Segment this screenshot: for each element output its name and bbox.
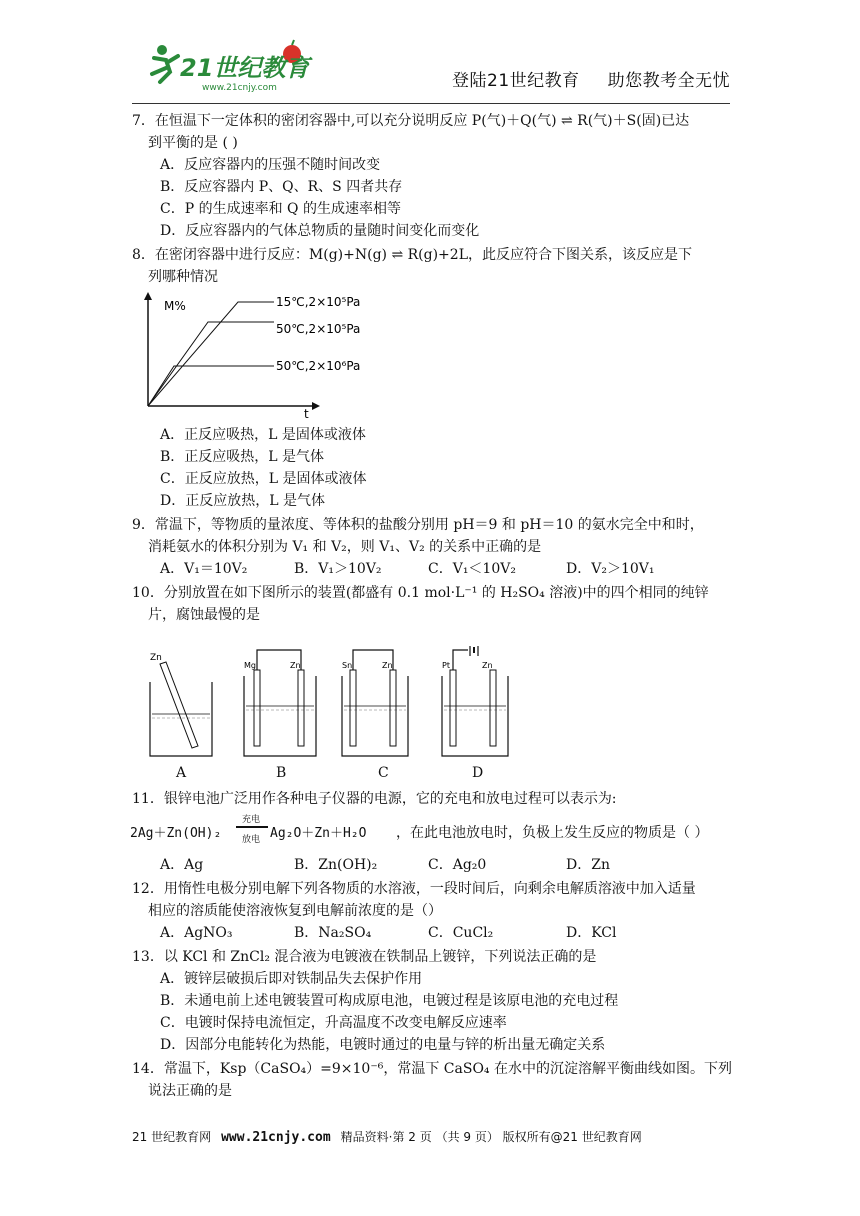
page-footer	[132, 1128, 642, 1145]
q14-line1: 14．常温下，Ksp（CaSO₄）=9×10⁻⁶，常温下 CaSO₄ 在水中的沉淀溶解平衡曲线如图。下列	[132, 1061, 732, 1077]
q7-option-c: C．P 的生成速率和 Q 的生成速率相等	[160, 201, 401, 217]
curve-50c-high	[148, 366, 274, 406]
beaker-c	[342, 650, 408, 756]
q12-line2: 相应的溶质能使溶液恢复到电解前浓度的是（）	[148, 903, 442, 919]
equation-right: Ag₂O＋Zn＋H₂O	[270, 826, 367, 841]
svg-text:Zn: Zn	[150, 653, 162, 663]
beaker-b	[244, 650, 316, 756]
q13-option-c: C．电镀时保持电流恒定，升高温度不改变电解反应速率	[160, 1015, 507, 1031]
q10-label-d: D	[472, 765, 484, 781]
running-figure-icon	[152, 45, 178, 82]
q9-line2: 消耗氨水的体积分别为 V₁ 和 V₂，则 V₁、V₂ 的关系中正确的是	[148, 539, 542, 555]
q10-line1: 10．分别放置在如下图所示的装置(都盛有 0.1 mol·L⁻¹ 的 H₂SO₄ 溶液)中的四个相同的纯锌	[132, 585, 709, 601]
footer-page-info: 精品资料·第 2 页 （共 9 页） 版权所有@21 世纪教育网	[340, 1130, 642, 1144]
q10-line2: 片，腐蚀最慢的是	[148, 607, 260, 623]
q13-option-d: D．因部分电能转化为热能，电镀时通过的电量与锌的析出量无确定关系	[160, 1037, 606, 1053]
battery-icon	[470, 646, 478, 656]
curve-15c	[148, 302, 274, 406]
header-slogan	[452, 66, 758, 91]
curve-label-50c-high: 50℃,2×10⁶Pa	[276, 359, 361, 373]
svg-text:Mg: Mg	[244, 661, 256, 670]
q9-option-b: B．V₁＞10V₂	[294, 561, 382, 577]
q12-option-d: D．KCl	[566, 925, 617, 941]
svg-text:Zn: Zn	[482, 661, 493, 670]
svg-text:Zn: Zn	[382, 661, 393, 670]
curve-label-15c: 15℃,2×10⁵Pa	[276, 295, 361, 309]
page-header	[0, 0, 860, 112]
q11-line1: 11．银锌电池广泛用作各种电子仪器的电源，它的充电和放电过程可以表示为:	[132, 791, 617, 807]
q7-option-d: D．反应容器内的气体总物质的量随时间变化而变化	[160, 223, 480, 239]
q8-option-d: D．正反应放热，L 是气体	[160, 493, 325, 509]
x-axis-label: t	[304, 407, 309, 420]
q13-option-b: B．未通电前上述电镀装置可构成原电池，电镀过程是该原电池的充电过程	[160, 993, 619, 1009]
svg-text:Zn: Zn	[290, 661, 301, 670]
slogan-right: 助您教考全无忧	[607, 71, 731, 91]
q7-line1: 7．在恒温下一定体积的密闭容器中,可以充分说明反应 P(气)＋Q(气) ⇌ R(气)＋S(固)已达	[132, 113, 690, 129]
svg-text:Sn: Sn	[342, 661, 353, 670]
q8-option-b: B．正反应吸热，L 是气体	[160, 449, 325, 465]
q10-apparatus	[146, 646, 516, 786]
q7-line2: 到平衡的是 ( )	[148, 135, 238, 151]
q9-option-d: D．V₂＞10V₁	[566, 561, 655, 577]
q11-option-b: B．Zn(OH)₂	[294, 857, 378, 873]
q11-option-a: A．Ag	[160, 857, 204, 873]
q12-option-a: A．AgNO₃	[160, 925, 233, 941]
q8-graph	[142, 290, 382, 420]
q13-option-a: A．镀锌层破损后即对铁制品失去保护作用	[160, 971, 423, 987]
q8-option-c: C．正反应放热，L 是固体或液体	[160, 471, 367, 487]
equation-tail: ，在此电池放电时，负极上发生反应的物质是（ ）	[396, 825, 709, 841]
y-axis-arrow-icon	[144, 292, 152, 300]
curve-label-50c-low: 50℃,2×10⁵Pa	[276, 322, 361, 336]
q9-option-c: C．V₁＜10V₂	[428, 561, 516, 577]
q12-option-c: C．CuCl₂	[428, 925, 494, 941]
q11-option-d: D．Zn	[566, 857, 610, 873]
equation-left: 2Ag＋Zn(OH)₂	[130, 826, 222, 841]
q9-option-a: A．V₁＝10V₂	[160, 561, 248, 577]
logo-url: www.21cnjy.com	[202, 83, 277, 93]
header-divider	[132, 103, 730, 104]
q7-option-b: B．反应容器内 P、Q、R、S 四者共存	[160, 179, 403, 195]
arrow-bottom-label: 放电	[242, 835, 261, 845]
reversible-arrow-icon	[236, 826, 268, 828]
q8-line1: 8．在密闭容器中进行反应：M(g)+N(g) ⇌ R(g)+2L，此反应符合下图关系，该反应是下	[132, 247, 692, 263]
slogan-left: 登陆21世纪教育	[452, 71, 580, 91]
q9-line1: 9．常温下，等物质的量浓度、等体积的盐酸分别用 pH＝9 和 pH＝10 的氨水完全中和时，	[132, 517, 704, 533]
q10-label-a: A	[176, 765, 187, 781]
arrow-top-label: 充电	[242, 815, 261, 825]
footer-site: 21 世纪教育网	[132, 1130, 212, 1144]
footer-url[interactable]: www.21cnjy.com	[221, 1130, 331, 1145]
q8-option-a: A．正反应吸热，L 是固体或液体	[160, 427, 366, 443]
svg-text:Pt: Pt	[442, 661, 450, 670]
curve-50c-low	[148, 322, 274, 406]
q14-line2: 说法正确的是	[148, 1083, 232, 1099]
q13-line1: 13．以 KCl 和 ZnCl₂ 混合液为电镀液在铁制品上镀锌，下列说法正确的是	[132, 949, 597, 965]
q11-option-c: C．Ag₂0	[428, 857, 487, 873]
q8-line2: 列哪种情况	[148, 269, 218, 285]
logo	[140, 38, 340, 94]
x-axis-arrow-icon	[312, 402, 320, 410]
q10-label-b: B	[276, 765, 287, 781]
q12-line1: 12．用惰性电极分别电解下列各物质的水溶液，一段时间后，向剩余电解质溶液中加入适量	[132, 881, 696, 897]
beaker-a	[150, 653, 212, 756]
logo-text: 21世纪教育	[180, 54, 310, 82]
q12-option-b: B．Na₂SO₄	[294, 925, 372, 941]
beaker-d	[442, 646, 508, 756]
q7-option-a: A．反应容器内的压强不随时间改变	[160, 157, 381, 173]
y-axis-label: M%	[164, 299, 186, 313]
q10-label-c: C	[378, 765, 389, 781]
